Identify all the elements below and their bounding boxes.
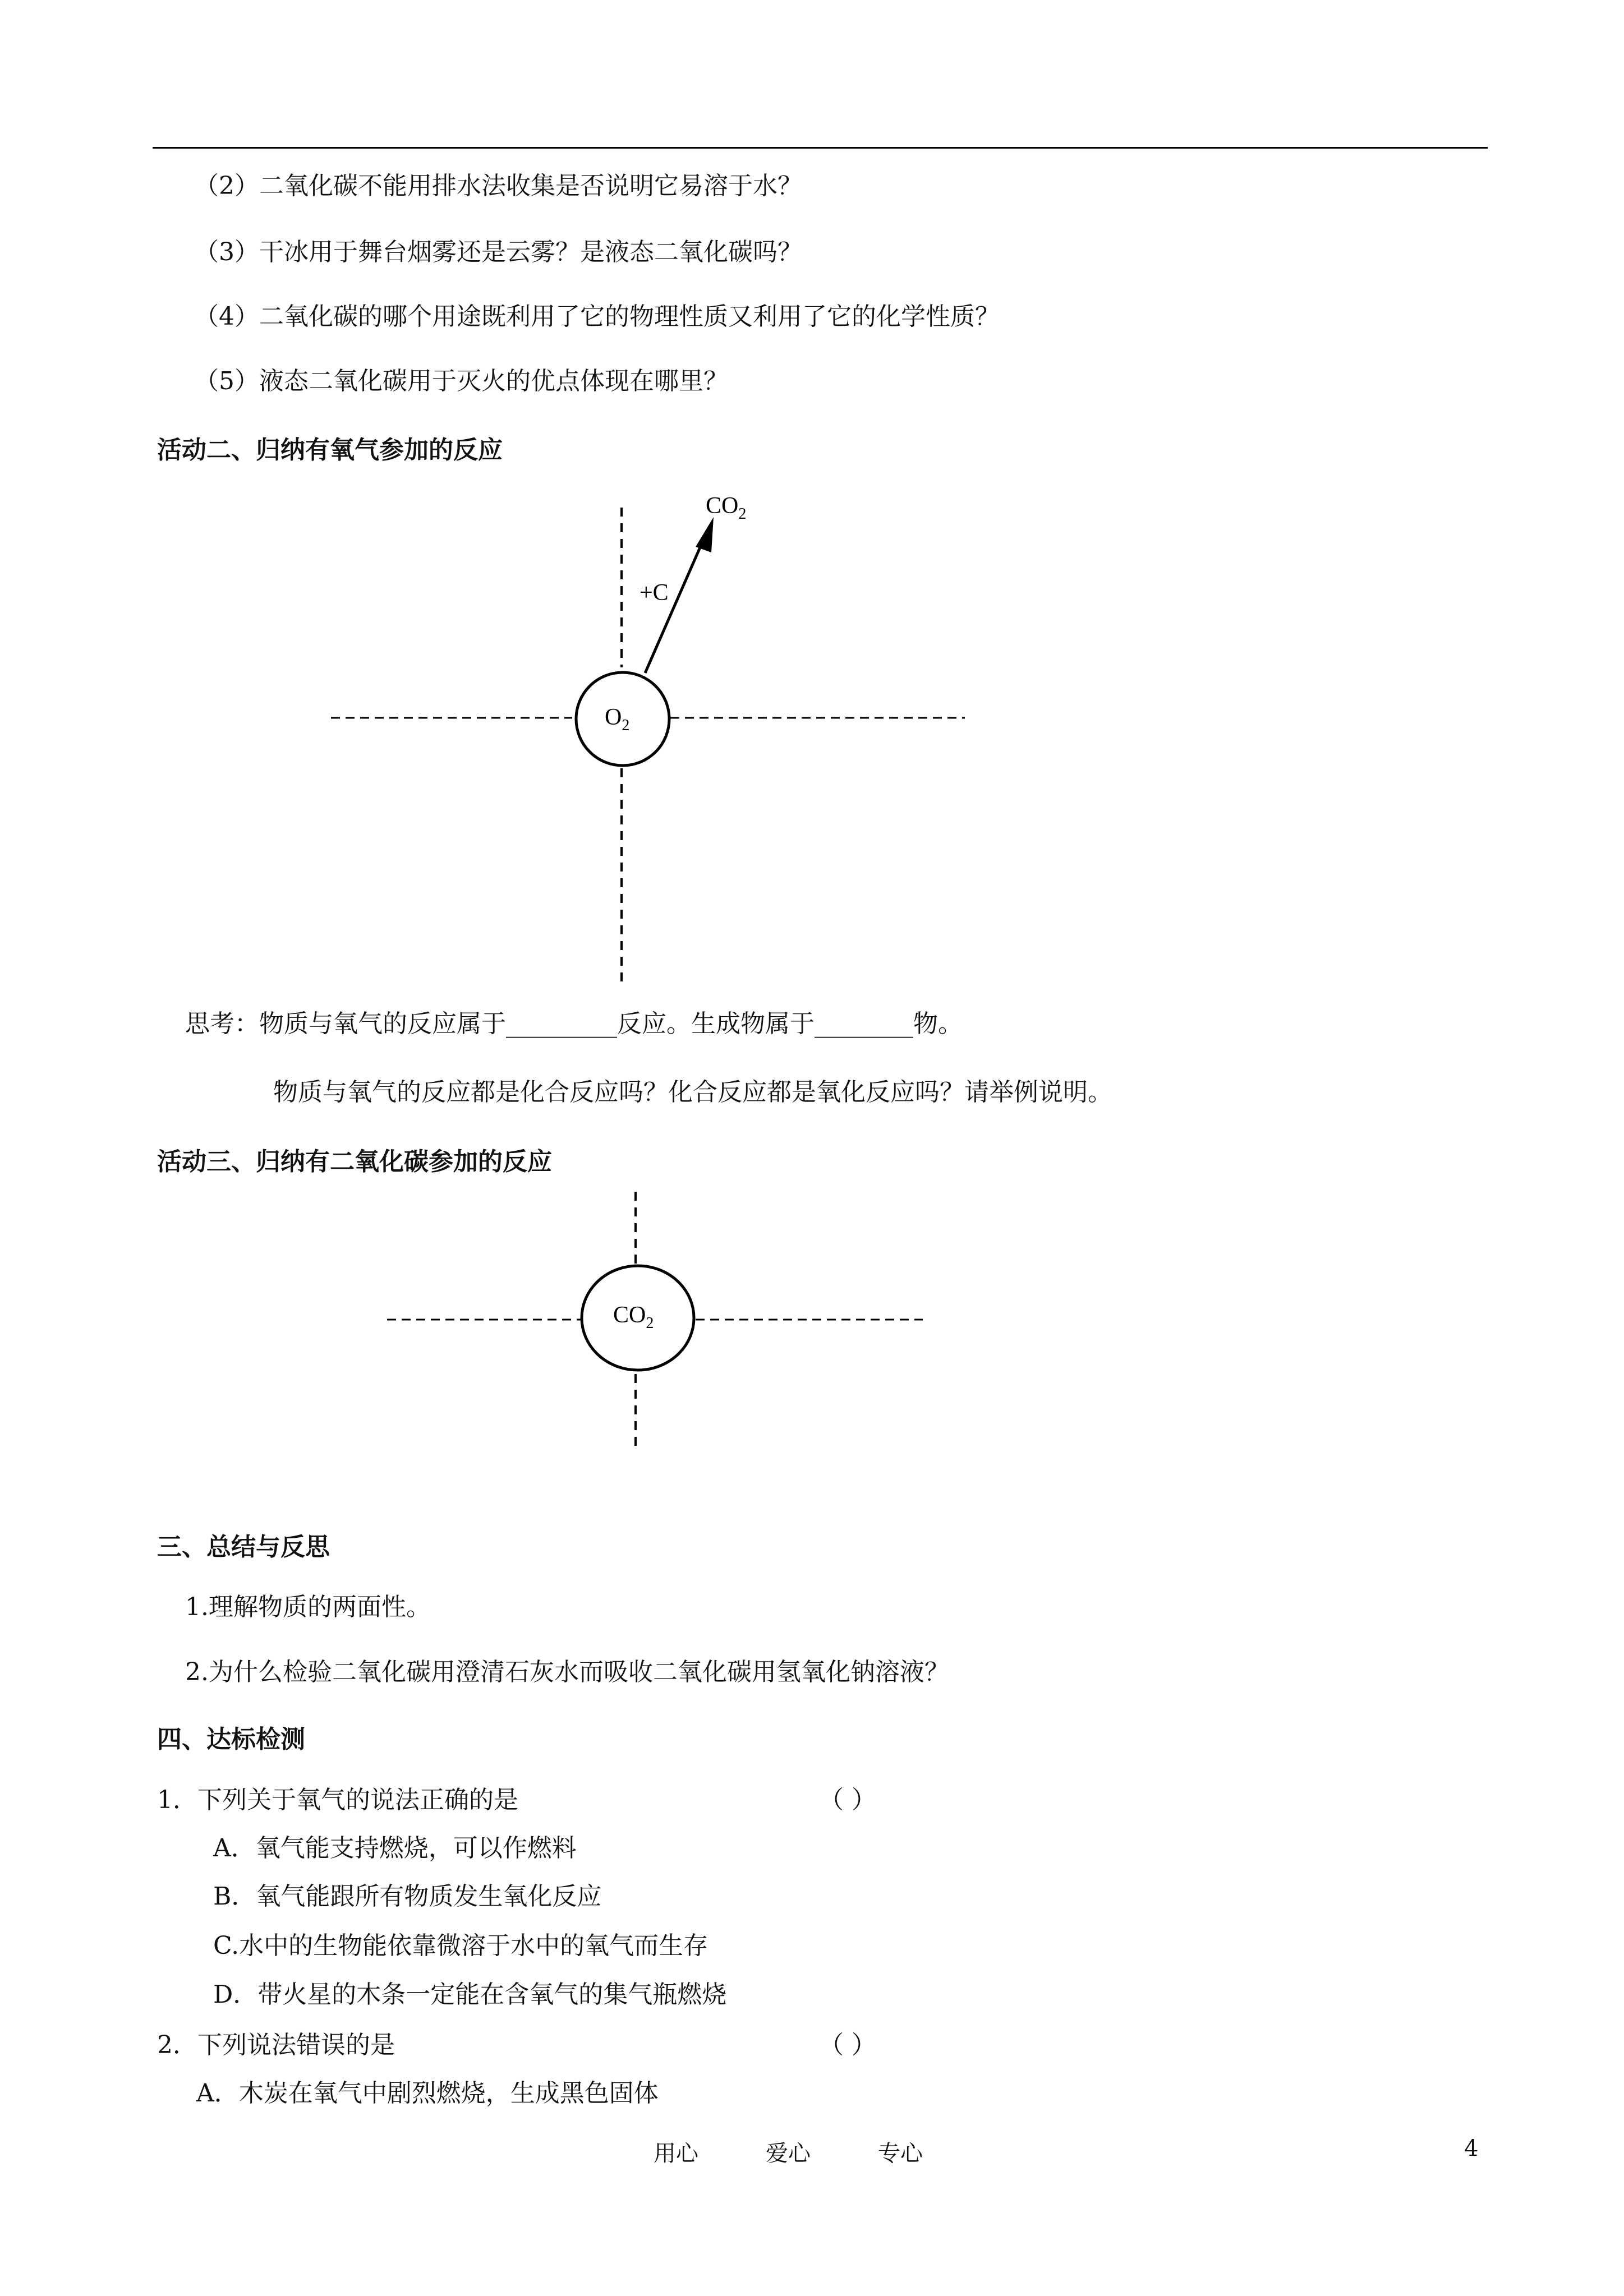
footer-word-1: 用心 [654,2141,698,2166]
think-line-1: 思考：物质与氧气的反应属于_________反应。生成物属于________物。 [185,1009,963,1038]
question-5: （5）液态二氧化碳用于灭火的优点体现在哪里？ [194,367,728,395]
q1-option-b: B．氧气能跟所有物质发生氧化反应 [213,1882,602,1911]
o2-label: $O_2$ [605,704,630,734]
footer-word-2: 爱心 [766,2141,811,2166]
footer-word-3: 专心 [878,2141,923,2166]
q1-option-a: A．氧气能支持燃烧，可以作燃料 [213,1834,577,1862]
reagent-c-label: +C [640,580,669,606]
q2-option-a: A．木炭在氧气中剧烈燃烧，生成黑色固体 [196,2079,659,2108]
co2-center-label: $CO_2$ [613,1302,654,1332]
question-3: （3）干冰用于舞台烟雾还是云雾？是液态二氧化碳吗？ [194,238,802,266]
q1-option-d: D．带火星的木条一定能在含氧气的集气瓶燃烧 [213,1980,727,2009]
question-4: （4）二氧化碳的哪个用途既利用了它的物理性质又利用了它的化学性质？ [194,302,1000,331]
q1-option-c: C.水中的生物能依靠微溶于水中的氧气而生存 [213,1931,709,1960]
activity2-heading: 活动二、归纳有氧气参加的反应 [157,436,503,464]
q1-answer-bracket: （ ） [819,1786,876,1814]
activity3-heading: 活动三、归纳有二氧化碳参加的反应 [157,1147,552,1176]
summary-item-1: 1.理解物质的两面性。 [185,1593,431,1621]
section3-heading: 三、总结与反思 [157,1533,330,1561]
think-line-2: 物质与氧气的反应都是化合反应吗？化合反应都是氧化反应吗？请举例说明。 [273,1078,1112,1106]
q2-answer-bracket: （ ） [819,2031,876,2059]
page-number: 4 [1464,2136,1479,2161]
q1-stem: 1．下列关于氧气的说法正确的是 [157,1786,518,1814]
summary-item-2: 2.为什么检验二氧化碳用澄清石灰水而吸收二氧化碳用氢氧化钠溶液？ [185,1658,949,1686]
question-2: （2）二氧化碳不能用排水法收集是否说明它易溶于水？ [194,172,802,200]
co2-product-label: $CO_2$ [706,493,747,523]
q2-stem: 2．下列说法错误的是 [157,2031,395,2059]
section4-heading: 四、达标检测 [157,1725,305,1754]
